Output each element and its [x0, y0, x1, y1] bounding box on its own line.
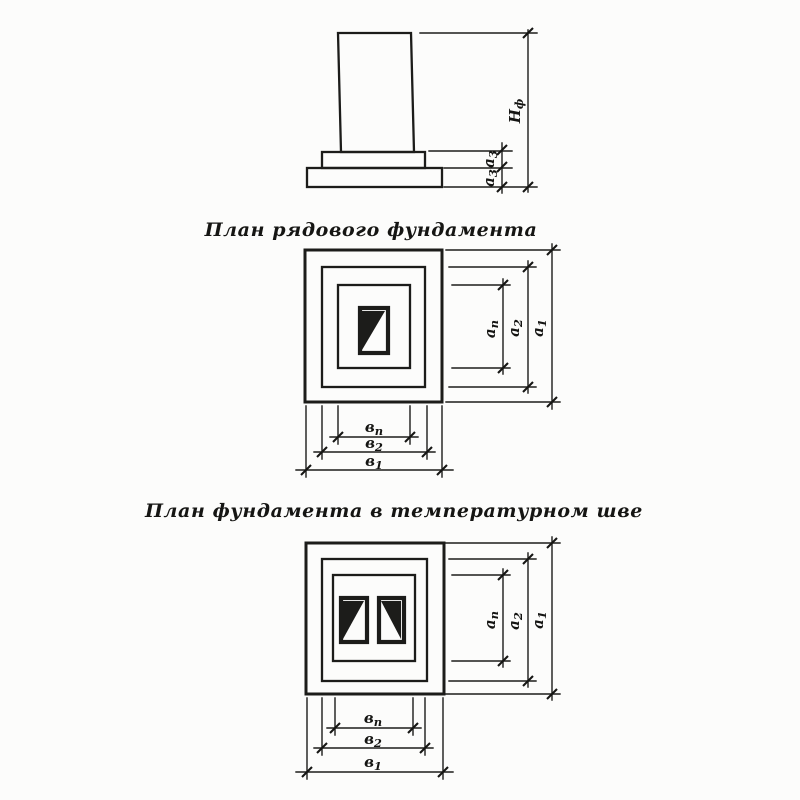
dim-label-v1: $в_1$ [365, 452, 383, 472]
dim-label-ap: $а_п$ [481, 610, 501, 630]
foundation-step-upper [322, 152, 425, 168]
dim-label-a2: $а_2$ [505, 319, 525, 337]
dim-label-v1: $в_1$ [364, 753, 382, 773]
dim-label-vp: $в_п$ [364, 418, 384, 438]
foundation-step-lower [307, 168, 442, 187]
socket-shading-left [343, 601, 364, 639]
plan-joint-title: План фундамента в температурном шве [144, 500, 644, 522]
dim-label-a1: $а_1$ [529, 319, 549, 337]
dim-label-ap: $а_п$ [481, 319, 501, 339]
dim-label-a3-lower: $а_3$ [480, 169, 500, 187]
plan-row-foundation [296, 244, 560, 477]
plan-joint-foundation [296, 537, 560, 779]
footing-outline-middle [322, 559, 427, 681]
dim-label-v2: $в_2$ [364, 730, 382, 750]
dim-label-a1: $а_1$ [529, 611, 549, 629]
footing-outline-outer [306, 543, 444, 694]
elevation-view [307, 28, 537, 193]
plan-row-title: План рядового фундамента [204, 219, 538, 241]
dim-label-hf: $Н_ф$ [506, 98, 526, 124]
socket-shading-right [381, 601, 401, 639]
dim-label-vp: $в_п$ [363, 709, 383, 729]
dim-label-a3-upper: $а_3$ [480, 150, 500, 168]
column-outline [338, 33, 414, 152]
dim-label-v2: $в_2$ [365, 434, 383, 454]
dim-label-a2: $а_2$ [505, 612, 525, 630]
socket-shading [362, 311, 385, 350]
